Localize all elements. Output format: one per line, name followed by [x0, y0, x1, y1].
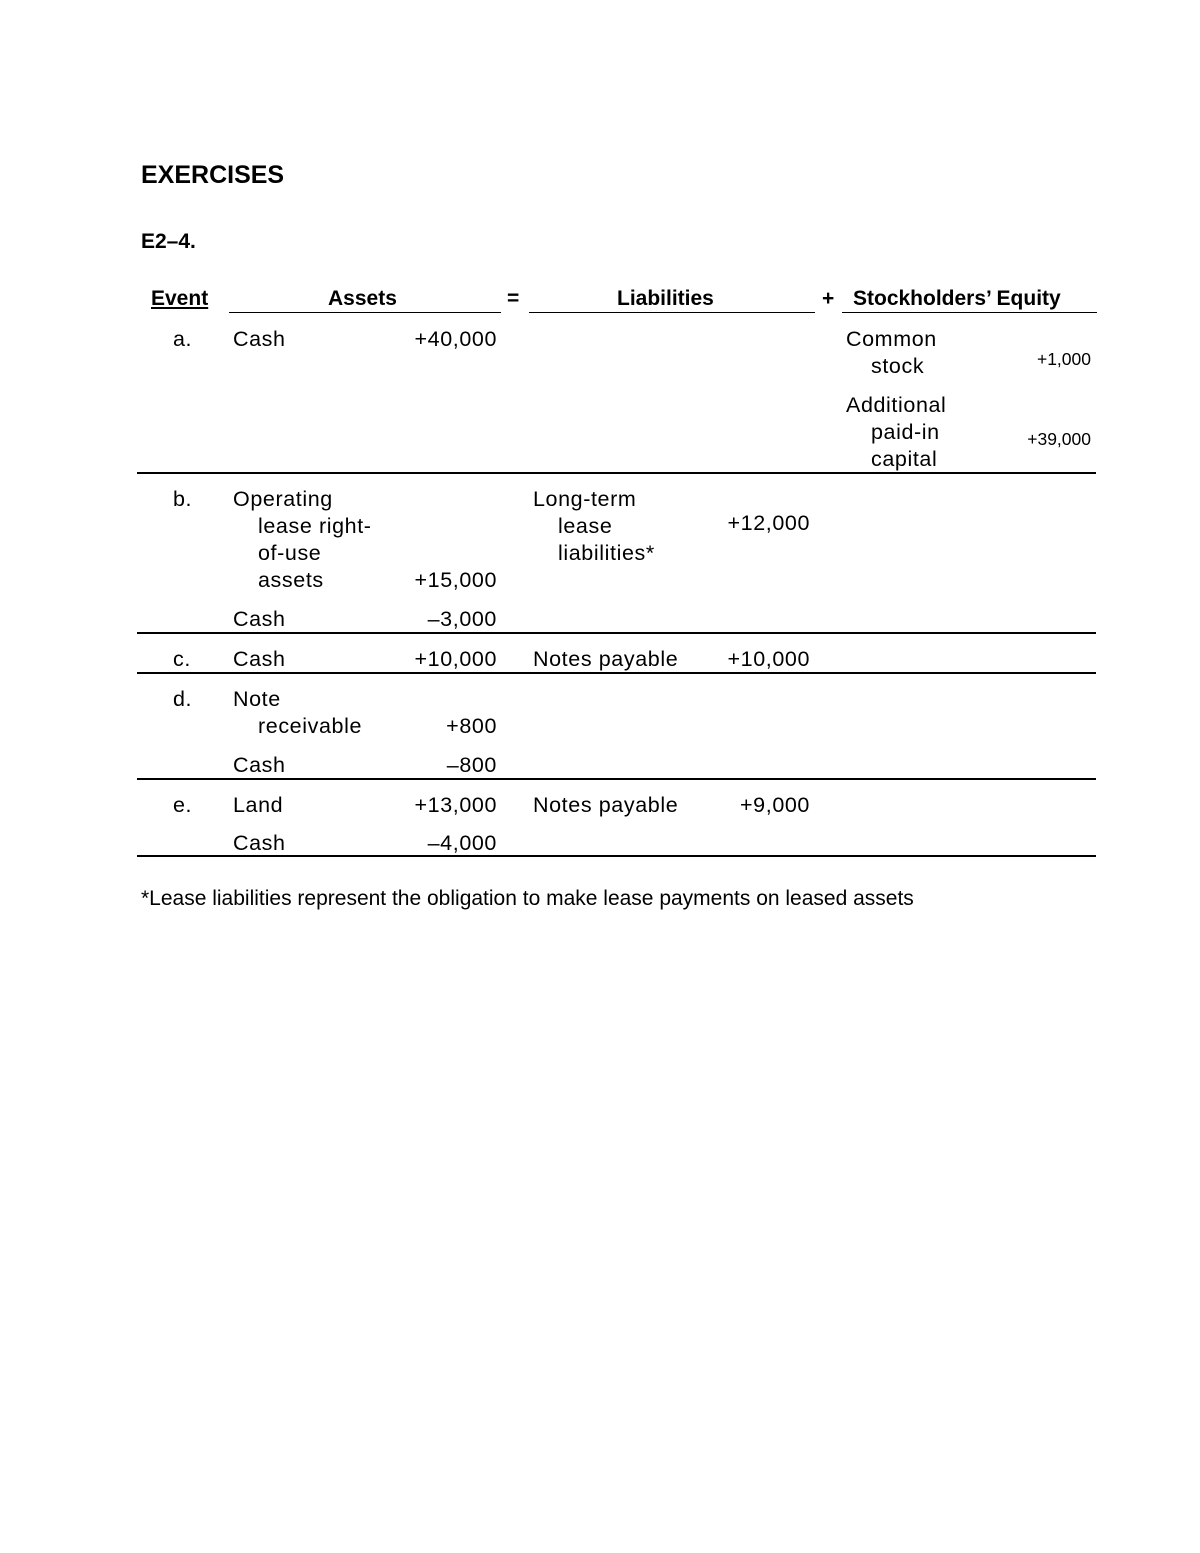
asset-account: Land	[233, 793, 284, 817]
liability-account: Long-term	[533, 487, 637, 511]
asset-account: assets	[258, 568, 324, 592]
equity-amount: +1,000	[1036, 349, 1091, 369]
asset-account: Cash	[233, 647, 286, 671]
header-liabilities: Liabilities	[617, 287, 714, 310]
asset-amount: –4,000	[427, 831, 497, 855]
header-plus: +	[822, 287, 835, 310]
asset-amount: –800	[446, 753, 497, 777]
assets-underline	[229, 312, 501, 313]
event-label: a.	[173, 327, 193, 351]
event-label: b.	[173, 487, 193, 511]
equity-account: Common	[846, 327, 937, 351]
asset-amount: –3,000	[427, 607, 497, 631]
page-heading: EXERCISES	[141, 161, 285, 189]
asset-amount: +800	[446, 714, 497, 738]
asset-amount: +15,000	[414, 568, 497, 592]
asset-amount: +40,000	[414, 327, 497, 351]
liability-amount: +10,000	[727, 647, 810, 671]
footnote: *Lease liabilities represent the obligation to make lease payments on leased assets	[141, 887, 914, 910]
exercise-number: E2–4.	[141, 230, 196, 253]
equity-underline	[842, 312, 1097, 313]
asset-account: of-use	[258, 541, 322, 565]
asset-account: Cash	[233, 753, 286, 777]
header-event: Event	[151, 287, 209, 310]
equity-account: paid-in	[871, 420, 940, 444]
header-equity: Stockholders’ Equity	[853, 287, 1061, 310]
asset-account: Note	[233, 687, 281, 711]
equity-account: Additional	[846, 393, 947, 417]
liability-amount: +9,000	[740, 793, 810, 817]
row-divider	[137, 632, 1096, 634]
liability-account: Notes payable	[533, 793, 679, 817]
liability-account: Notes payable	[533, 647, 679, 671]
liabilities-underline	[529, 312, 815, 313]
asset-amount: +10,000	[414, 647, 497, 671]
liability-account: lease	[558, 514, 613, 538]
asset-account: lease right-	[258, 514, 372, 538]
event-label: d.	[173, 687, 193, 711]
equity-account: capital	[871, 447, 938, 471]
asset-account: Cash	[233, 327, 286, 351]
equity-account: stock	[871, 354, 925, 378]
header-equals: =	[507, 287, 520, 310]
row-divider	[137, 672, 1096, 674]
row-divider	[137, 472, 1096, 474]
row-divider	[137, 855, 1096, 857]
asset-account: Operating	[233, 487, 333, 511]
asset-account: receivable	[258, 714, 362, 738]
asset-account: Cash	[233, 831, 286, 855]
event-label: e.	[173, 793, 193, 817]
asset-account: Cash	[233, 607, 286, 631]
event-label: c.	[173, 647, 191, 671]
liability-account: liabilities*	[558, 541, 655, 565]
header-assets: Assets	[328, 287, 397, 310]
liability-amount: +12,000	[727, 511, 810, 535]
equity-amount: +39,000	[1027, 429, 1091, 449]
row-divider	[137, 778, 1096, 780]
asset-amount: +13,000	[414, 793, 497, 817]
